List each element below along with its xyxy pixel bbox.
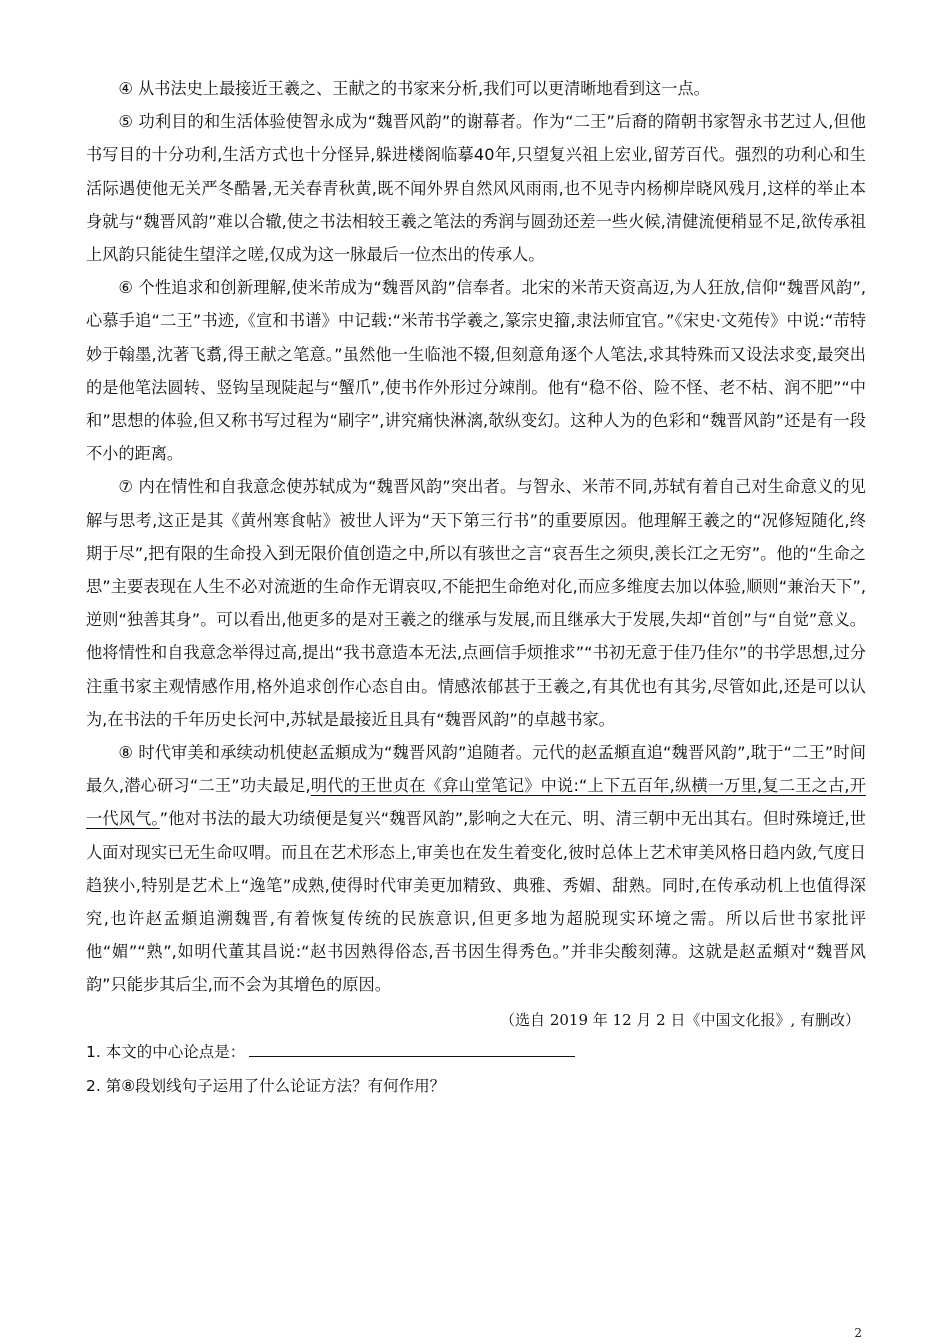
source-citation: （选自 2019 年 12 月 2 日《中国文化报》, 有删改）	[500, 1010, 860, 1029]
question-1-number: 1.	[86, 1042, 101, 1061]
underlined-sentence: 明代的王世贞在《弇山堂笔记》中说:“上下五百年,纵横一万里,复二王之古,开一代风气。	[86, 776, 866, 829]
paragraph-8-text-before: ⑧ 时代审美和承续动机使赵孟頫成为“魏晋风韵”追随者。元代的赵孟頫直追“魏晋风韵”,耽于“二王”时间最久,潜心研习“二王”功夫最足,	[86, 743, 866, 796]
paragraph-5: ⑤ 功利目的和生活体验使智永成为“魏晋风韵”的谢幕者。作为“二王”后裔的隋朝书家智永书艺过人,但他书写目的十分功利,生活方式也十分怪异,躲进楼阁临摹40年,只望复兴祖上宏业,留芳百代。强烈的功利心和生活际遇使他无关严冬酷暑,无关春青秋黄,既不闻外界自然风风雨雨,也不见寺内杨柳岸晓风残月,这样的举止本身就与“魏晋风韵”难以合辙,使之书法相较王羲之笔法的秀润与圆劲还差一些火候,清健流便稍显不足,欲传承祖上风韵只能徒生望洋之嗟,仅成为这一脉最后一位杰出的传承人。	[86, 112, 866, 265]
paragraph-8-text-after: ”他对书法的最大功绩便是复兴“魏晋风韵”,影响之大在元、明、清三朝中无出其右。但时殊境迁,世人面对现实已无生命叹喟。而且在艺术形态上,审美也在发生着变化,彼时总体上艺术审美风格日趋内敛,气度日趋狭小,特别是艺术上“逸笔”成熟,使得时代审美更加精致、典雅、秀媚、甜熟。同时,在传承动机上也值得深究,也许赵孟頫追溯魏晋,有着恢复传统的民族意识,但更多地为超脱现实环境之需。所以后世书家批评他“媚”“熟”,如明代董其昌说:“赵书因熟得俗态,吾书因生得秀色。”并非尖酸刻薄。这就是赵孟頫对“魏晋风韵”只能步其后尘,而不会为其增色的原因。	[86, 809, 866, 995]
paragraph-8	[86, 736, 866, 1002]
question-2-number: 2.	[86, 1076, 101, 1095]
question-1	[86, 1038, 866, 1066]
paragraph-6: ⑥ 个性追求和创新理解,使米芾成为“魏晋风韵”信奉者。北宋的米芾天资高迈,为人狂放,信仰“魏晋风韵”,心慕手追“二王”书迹,《宣和书谱》中记载:“米芾书学羲之,篆宗史籀,隶法师宜官。”《宋史·文苑传》中说:“芾特妙于翰墨,沈著飞翥,得王献之笔意。”虽然他一生临池不辍,但刻意角逐个人笔法,求其特殊而又设法求变,最突出的是他笔法圆转、竖钩呈现陡起与“蟹爪”,使书作外形过分竦削。他有“稳不俗、险不怪、老不枯、润不肥”“中和”思想的体验,但又称书写过程为“刷字”,讲究痛快淋漓,欹纵变幻。这种人为的色彩和“魏晋风韵”还是有一段不小的距离。	[86, 278, 866, 464]
document-page	[86, 72, 866, 1100]
question-2	[86, 1072, 866, 1100]
answer-blank-line[interactable]	[249, 1038, 575, 1057]
question-1-text: 本文的中心论点是：	[100, 1042, 246, 1061]
paragraph-7: ⑦ 内在情性和自我意念使苏轼成为“魏晋风韵”突出者。与智永、米芾不同,苏轼有着自己对生命意义的见解与思考,这正是其《黄州寒食帖》被世人评为“天下第三行书”的重要原因。他理解王羲之的“况修短随化,终期于尽”,把有限的生命投入到无限价值创造之中,所以有骇世之言“哀吾生之须臾,羡长江之无穷”。他的“生命之思”主要表现在人生不必对流逝的生命作无谓哀叹,不能把生命绝对化,而应多维度去加以体验,顺则“兼治天下”,逆则“独善其身”。可以看出,他更多的是对王羲之的继承与发展,而且继承大于发展,失却“首创”与“自觉”意义。他将情性和自我意念举得过高,提出“我书意造本无法,点画信手烦推求”“书初无意于佳乃佳尔”的书学思想,过分注重书家主观情感作用,格外追求创作心态自由。情感浓郁甚于王羲之,有其优也有其劣,尽管如此,还是可以认为,在书法的千年历史长河中,苏轼是最接近且具有“魏晋风韵”的卓越书家。	[86, 477, 866, 729]
paragraph-4: ④ 从书法史上最接近王羲之、王献之的书家来分析,我们可以更清晰地看到这一点。	[118, 79, 710, 98]
page-number: 2	[854, 1326, 862, 1340]
question-2-text: 第⑧段划线句子运用了什么论证方法？有何作用？	[100, 1076, 446, 1095]
